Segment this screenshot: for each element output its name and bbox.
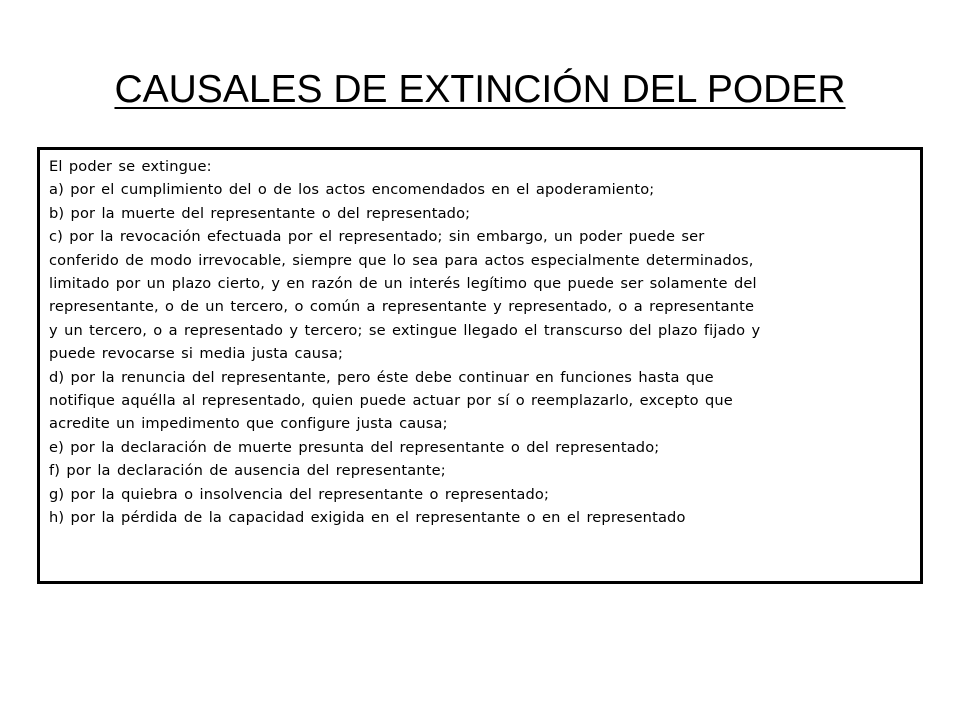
body-line-d-2: notifique aquélla al representado, quien puede actuar por sí o reemplazarlo, excepto que <box>49 392 733 410</box>
body-line-b: b) por la muerte del representante o del representado; <box>49 204 471 222</box>
body-line-e: e) por la declaración de muerte presunta del representante o del representado; <box>49 438 660 456</box>
body-line-c-6: puede revocarse si media justa causa; <box>49 345 344 363</box>
body-line-intro: El poder se extingue: <box>49 158 212 175</box>
body-line-c-4: representante, o de un tercero, o común a representante y representado, o a representante <box>49 298 755 316</box>
body-line-d-3: acredite un impedimento que configure justa causa; <box>49 415 448 433</box>
body-line-h: h) por la pérdida de la capacidad exigida en el representante o en el representado <box>49 509 686 527</box>
body-line-c-3: limitado por un plazo cierto, y en razón de un interés legítimo que puede ser solamente del <box>49 275 757 293</box>
body-line-f: f) por la declaración de ausencia del representante; <box>49 462 446 480</box>
body-line-a: a) por el cumplimiento del o de los actos encomendados en el apoderamiento; <box>49 181 655 199</box>
body-line-c-5: y un tercero, o a representado y tercero; se extingue llegado el transcurso del plazo fijado y <box>49 321 761 339</box>
content-box <box>37 147 923 584</box>
body-line-c-2: conferido de modo irrevocable, siempre que lo sea para actos especialmente determinados, <box>49 251 754 269</box>
body-line-g: g) por la quiebra o insolvencia del representante o representado; <box>49 485 550 503</box>
body-line-c-1: c) por la revocación efectuada por el representado; sin embargo, un poder puede ser <box>49 228 705 246</box>
page-title: CAUSALES DE EXTINCIÓN DEL PODER <box>114 68 846 111</box>
body-line-d-1: d) por la renuncia del representante, pero éste debe continuar en funciones hasta que <box>49 368 714 386</box>
